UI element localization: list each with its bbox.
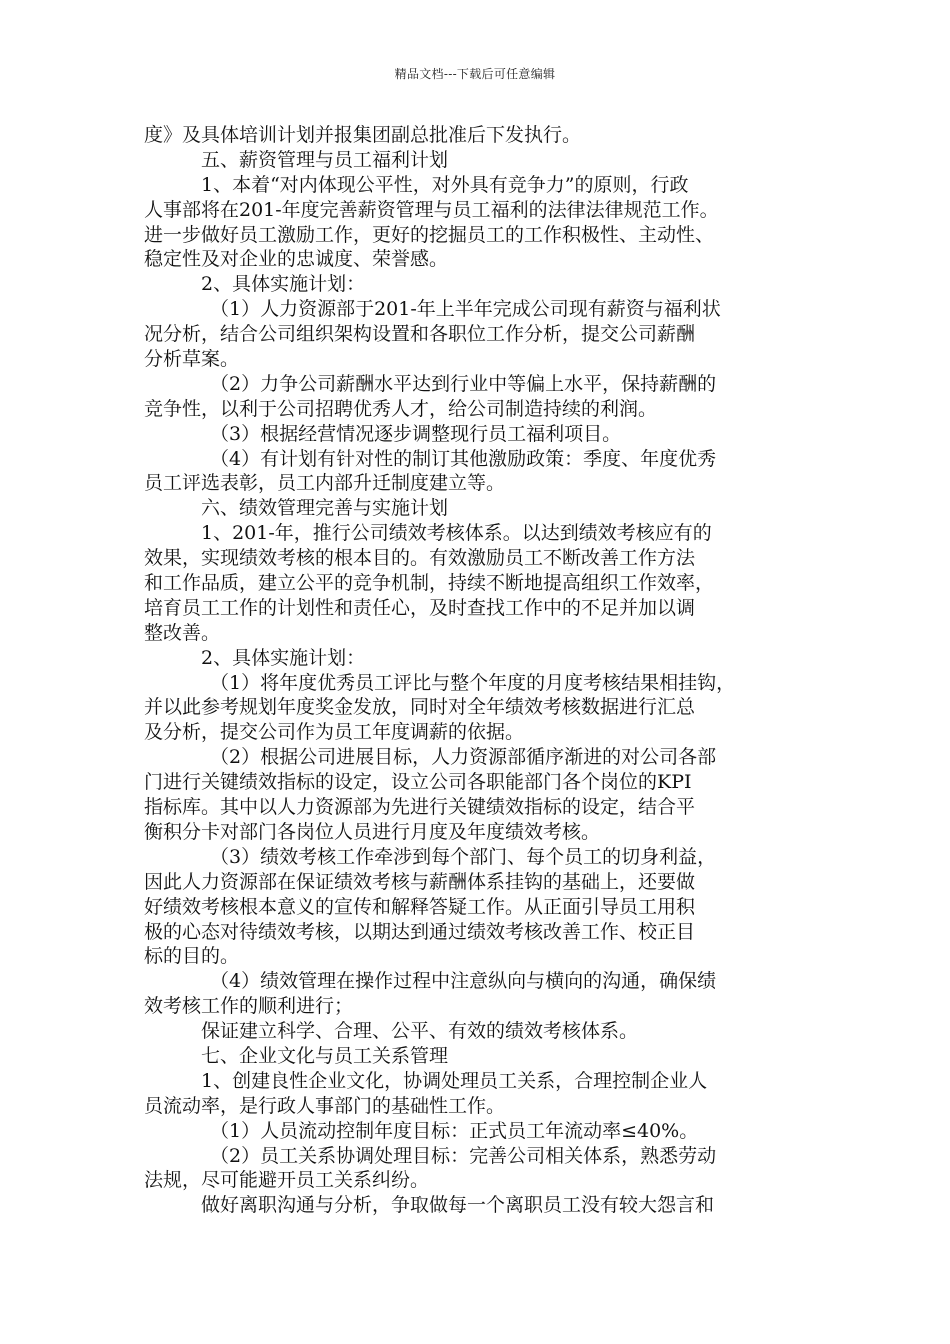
text-line: 人事部将在201-年度完善薪资管理与员工福利的法律法律规范工作。: [144, 198, 719, 221]
text-line: 七、企业文化与员工关系管理: [201, 1044, 449, 1067]
text-line: 稳定性及对企业的忠诚度、荣誉感。: [144, 248, 449, 271]
text-line: （2）力争公司薪酬水平达到行业中等偏上水平，保持薪酬的: [210, 372, 717, 395]
text-line: （1）人力资源部于201-年上半年完成公司现有薪资与福利状: [210, 298, 721, 321]
text-line: 效考核工作的顺利进行；: [144, 995, 354, 1018]
text-line: 及分析，提交公司作为员工年度调薪的依据。: [144, 721, 525, 744]
text-line: 门进行关键绩效指标的设定，设立公司各职能部门各个岗位的KPI: [144, 771, 692, 794]
text-line: 极的心态对待绩效考核，以期达到通过绩效考核改善工作、校正目: [144, 920, 696, 943]
text-line: 分析草案。: [144, 348, 240, 371]
text-line: 标的目的。: [144, 945, 240, 968]
text-line: 做好离职沟通与分析，争取做每一个离职员工没有较大怨言和: [201, 1194, 715, 1217]
text-line: 1、本着“对内体现公平性，对外具有竞争力”的原则，行政: [201, 173, 689, 196]
text-line: 整改善。: [144, 621, 221, 644]
text-line: （4）有计划有针对性的制订其他激励政策：季度、年度优秀: [210, 447, 717, 470]
text-line: 1、201-年，推行公司绩效考核体系。以达到绩效考核应有的: [201, 522, 712, 545]
text-line: 效果，实现绩效考核的根本目的。有效激励员工不断改善工作方法: [144, 547, 696, 570]
page-header: 精品文档---下载后可任意编辑: [394, 67, 556, 81]
text-line: （2）员工关系协调处理目标：完善公司相关体系，熟悉劳动: [210, 1144, 717, 1167]
text-line: 指标库。其中以人力资源部为先进行关键绩效指标的设定，结合平: [144, 796, 696, 819]
document-body: [144, 123, 812, 1218]
text-line: （2）根据公司进展目标，人力资源部循序渐进的对公司各部: [210, 746, 717, 769]
text-line: 并以此参考规划年度奖金发放，同时对全年绩效考核数据进行汇总: [144, 696, 696, 719]
text-line: 2、具体实施计划：: [201, 646, 366, 669]
text-line: 竞争性，以利于公司招聘优秀人才，给公司制造持续的利润。: [144, 397, 658, 420]
text-line: （1）人员流动控制年度目标：正式员工年流动率≤40%。: [210, 1119, 699, 1142]
text-line: 五、薪资管理与员工福利计划: [201, 148, 449, 171]
text-line: （4）绩效管理在操作过程中注意纵向与横向的沟通，确保绩: [210, 970, 717, 993]
text-line: （1）将年度优秀员工评比与整个年度的月度考核结果相挂钩，: [210, 671, 736, 694]
text-line: 六、绩效管理完善与实施计划: [201, 497, 449, 520]
text-line: 因此人力资源部在保证绩效考核与薪酬体系挂钩的基础上，还要做: [144, 870, 696, 893]
text-line: （3）绩效考核工作牵涉到每个部门、每个员工的切身利益，: [210, 845, 717, 868]
text-line: 培育员工工作的计划性和责任心，及时查找工作中的不足并加以调: [144, 596, 696, 619]
text-line: 和工作品质，建立公平的竞争机制，持续不断地提高组织工作效率，: [144, 572, 715, 595]
text-line: 度》及具体培训计划并报集团副总批准后下发执行。: [144, 124, 582, 146]
text-line: 员流动率，是行政人事部门的基础性工作。: [144, 1094, 506, 1117]
text-line: 衡积分卡对部门各岗位人员进行月度及年度绩效考核。: [144, 820, 601, 843]
text-line: 2、具体实施计划：: [201, 273, 366, 296]
text-line: 法规，尽可能避开员工关系纠纷。: [144, 1169, 430, 1192]
text-line: 保证建立科学、合理、公平、有效的绩效考核体系。: [201, 1020, 639, 1043]
text-line: 1、创建良性企业文化，协调处理员工关系，合理控制企业人: [201, 1069, 708, 1092]
text-line: 况分析，结合公司组织架构设置和各职位工作分析，提交公司薪酬: [144, 323, 696, 346]
text-line: 好绩效考核根本意义的宣传和解释答疑工作。从正面引导员工用积: [144, 895, 696, 918]
text-line: 进一步做好员工激励工作，更好的挖掘员工的工作积极性、主动性、: [144, 223, 715, 246]
text-line: 员工评选表彰，员工内部升迁制度建立等。: [144, 472, 506, 495]
text-line: （3）根据经营情况逐步调整现行员工福利项目。: [210, 422, 622, 445]
